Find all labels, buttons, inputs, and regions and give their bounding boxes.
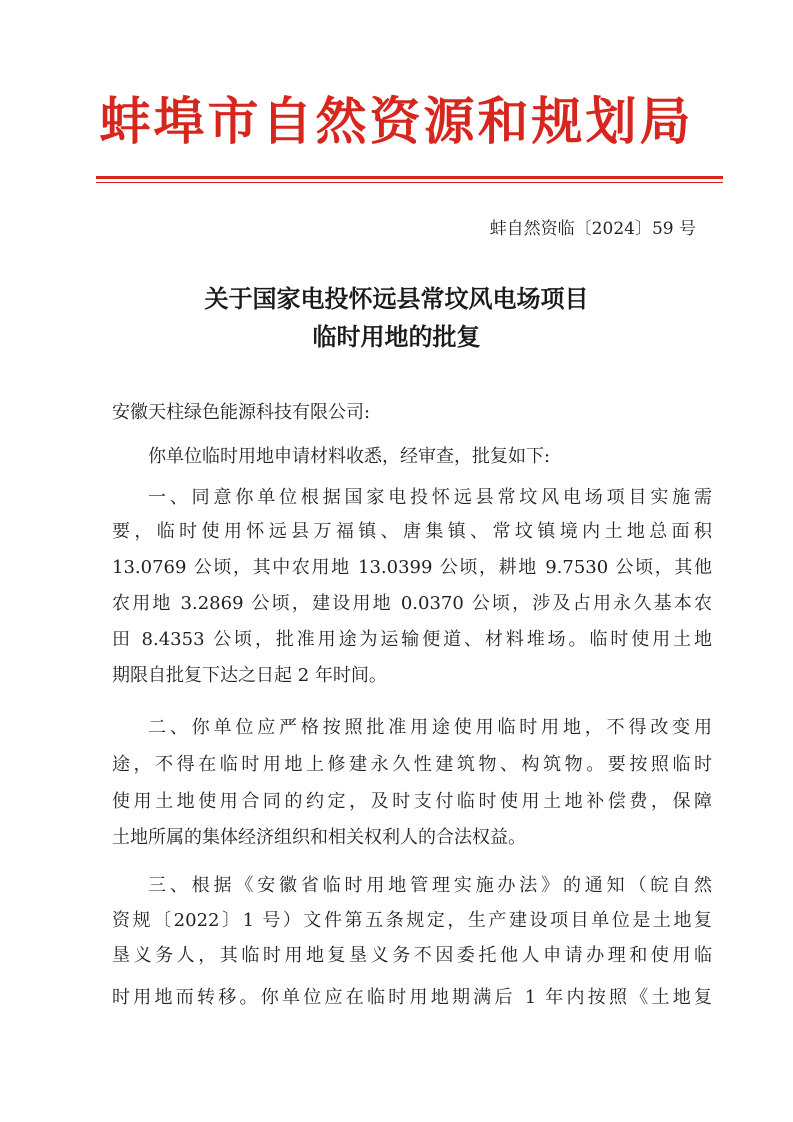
body-line: 时用地而转移。你单位应在临时用地期满后 1 年内按照《土地复 [112, 987, 712, 1008]
body-line: 三、根据《安徽省临时用地管理实施办法》的通知（皖自然 [148, 875, 712, 896]
body-line: 你单位临时用地申请材料收悉，经审查，批复如下: [148, 446, 551, 467]
letterhead-red-rule-thin [96, 182, 723, 183]
body-line: 一、同意你单位根据国家电投怀远县常坟风电场项目实施需 [148, 487, 712, 508]
document-title-line-1: 关于国家电投怀远县常坟风电场项目 [204, 285, 589, 313]
body-line: 要，临时使用怀远县万福镇、唐集镇、常坟镇境内土地总面积 [112, 521, 712, 542]
body-line: 资规〔2022〕1 号）文件第五条规定，生产建设项目单位是土地复 [112, 910, 712, 931]
body-line: 期限自批复下达之日起 2 年时间。 [112, 665, 387, 686]
letterhead-red-rule [96, 176, 723, 179]
letterhead-agency-name: 蚌埠市自然资源和规划局 [99, 93, 694, 152]
body-line: 田 8.4353 公顷，批准用途为运输便道、材料堆场。临时使用土地 [112, 629, 712, 650]
body-line: 土地所属的集体经济组织和相关权利人的合法权益。 [112, 827, 526, 848]
document-title-line-2: 临时用地的批复 [312, 323, 481, 351]
document-number: 蚌自然资临〔2024〕59 号 [489, 219, 696, 239]
body-line: 使用土地使用合同的约定，及时支付临时使用土地补偿费，保障 [112, 791, 712, 812]
body-line: 途，不得在临时用地上修建永久性建筑物、构筑物。要按照临时 [112, 754, 712, 775]
body-line: 农用地 3.2869 公顷，建设用地 0.0370 公顷，涉及占用永久基本农 [112, 593, 712, 614]
body-line: 垦义务人，其临时用地复垦义务不因委托他人申请办理和使用临 [112, 945, 712, 966]
body-line: 二、你单位应严格按照批准用途使用临时用地，不得改变用 [148, 717, 712, 738]
body-line: 13.0769 公顷，其中农用地 13.0399 公顷，耕地 9.7530 公顷，其他 [112, 557, 712, 578]
salutation: 安徽天柱绿色能源科技有限公司: [112, 402, 371, 423]
